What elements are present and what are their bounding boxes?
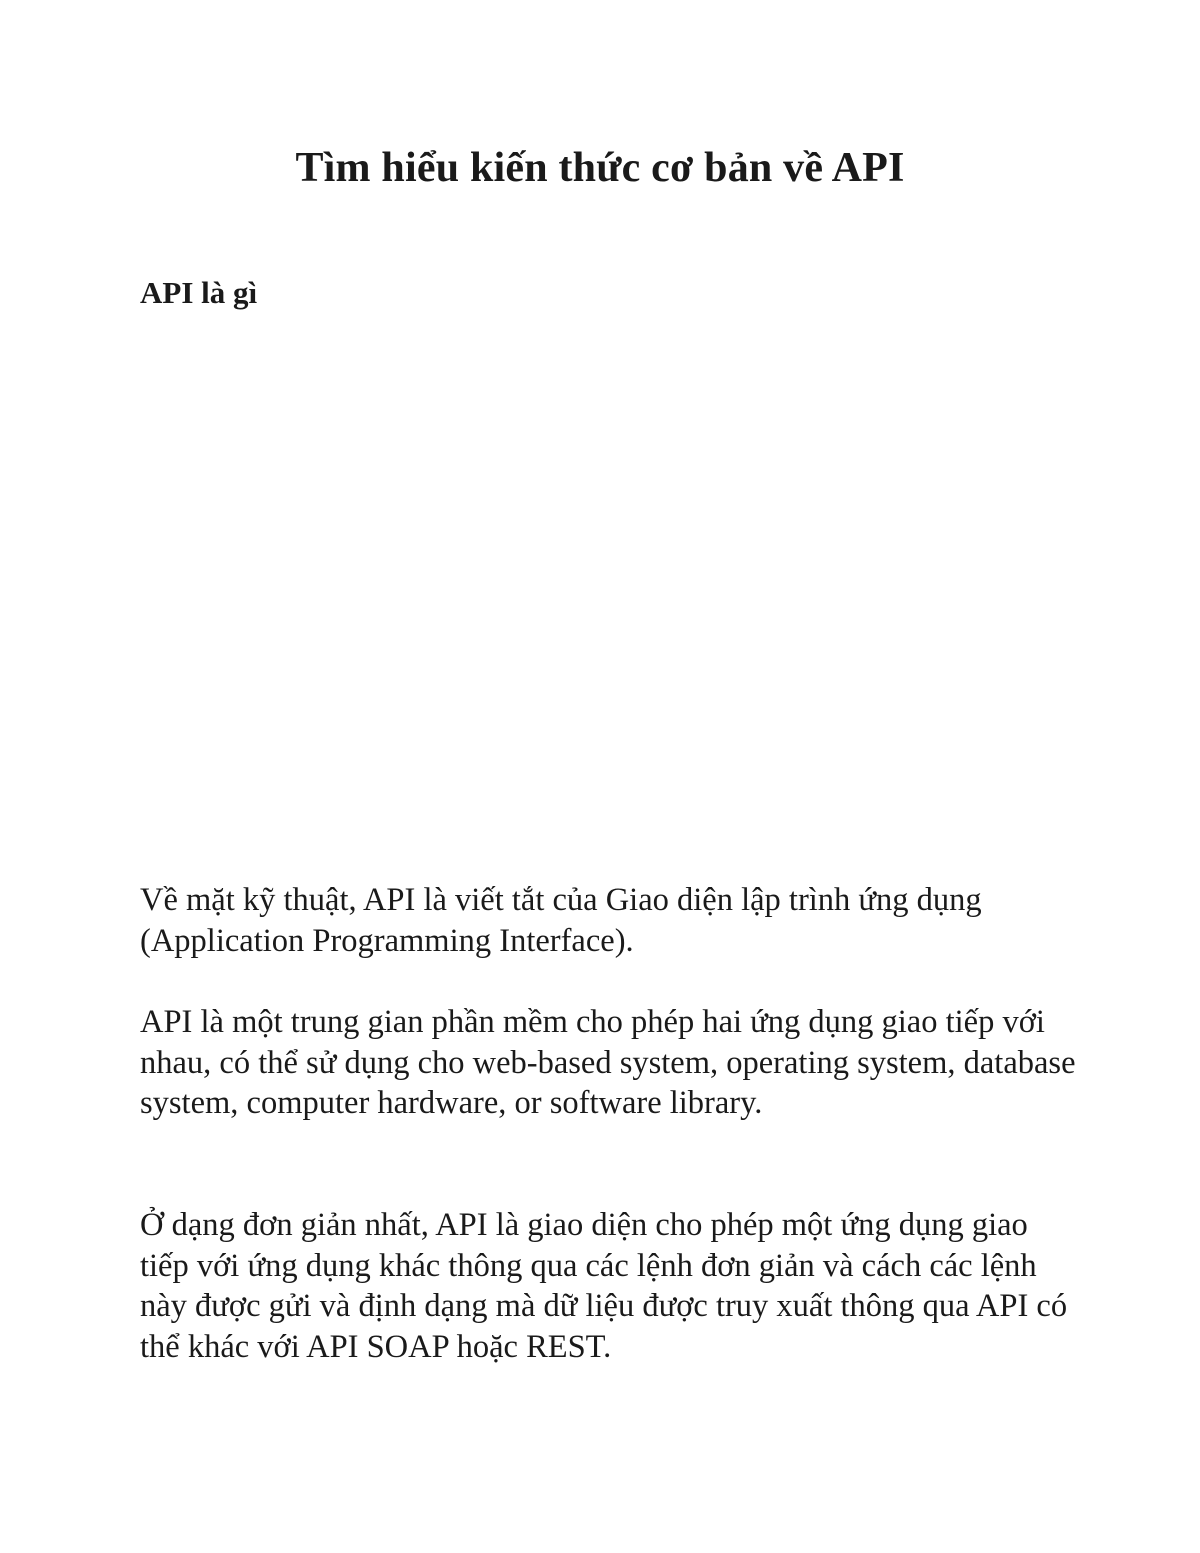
document-title: Tìm hiểu kiến thức cơ bản về API <box>295 145 905 191</box>
section-heading: API là gì <box>140 275 258 310</box>
paragraph-middleware: API là một trung gian phần mềm cho phép hai ứng dụng giao tiếp với nhau, có thể sử dụng cho web-based system, operating system, database system, computer hardware, or software library. <box>140 1004 1076 1121</box>
paragraph-simplest-form: Ở dạng đơn giản nhất, API là giao diện cho phép một ứng dụng giao tiếp với ứng dụng khác thông qua các lệnh đơn giản và cách các lệnh này được gửi và định dạng mà dữ liệu được truy xuất thông qua API có thể khác với API SOAP hoặc REST. <box>140 1207 1068 1365</box>
paragraph-definition: Về mặt kỹ thuật, API là viết tắt của Giao diện lập trình ứng dụng (Application Programming Interface). <box>140 882 982 959</box>
